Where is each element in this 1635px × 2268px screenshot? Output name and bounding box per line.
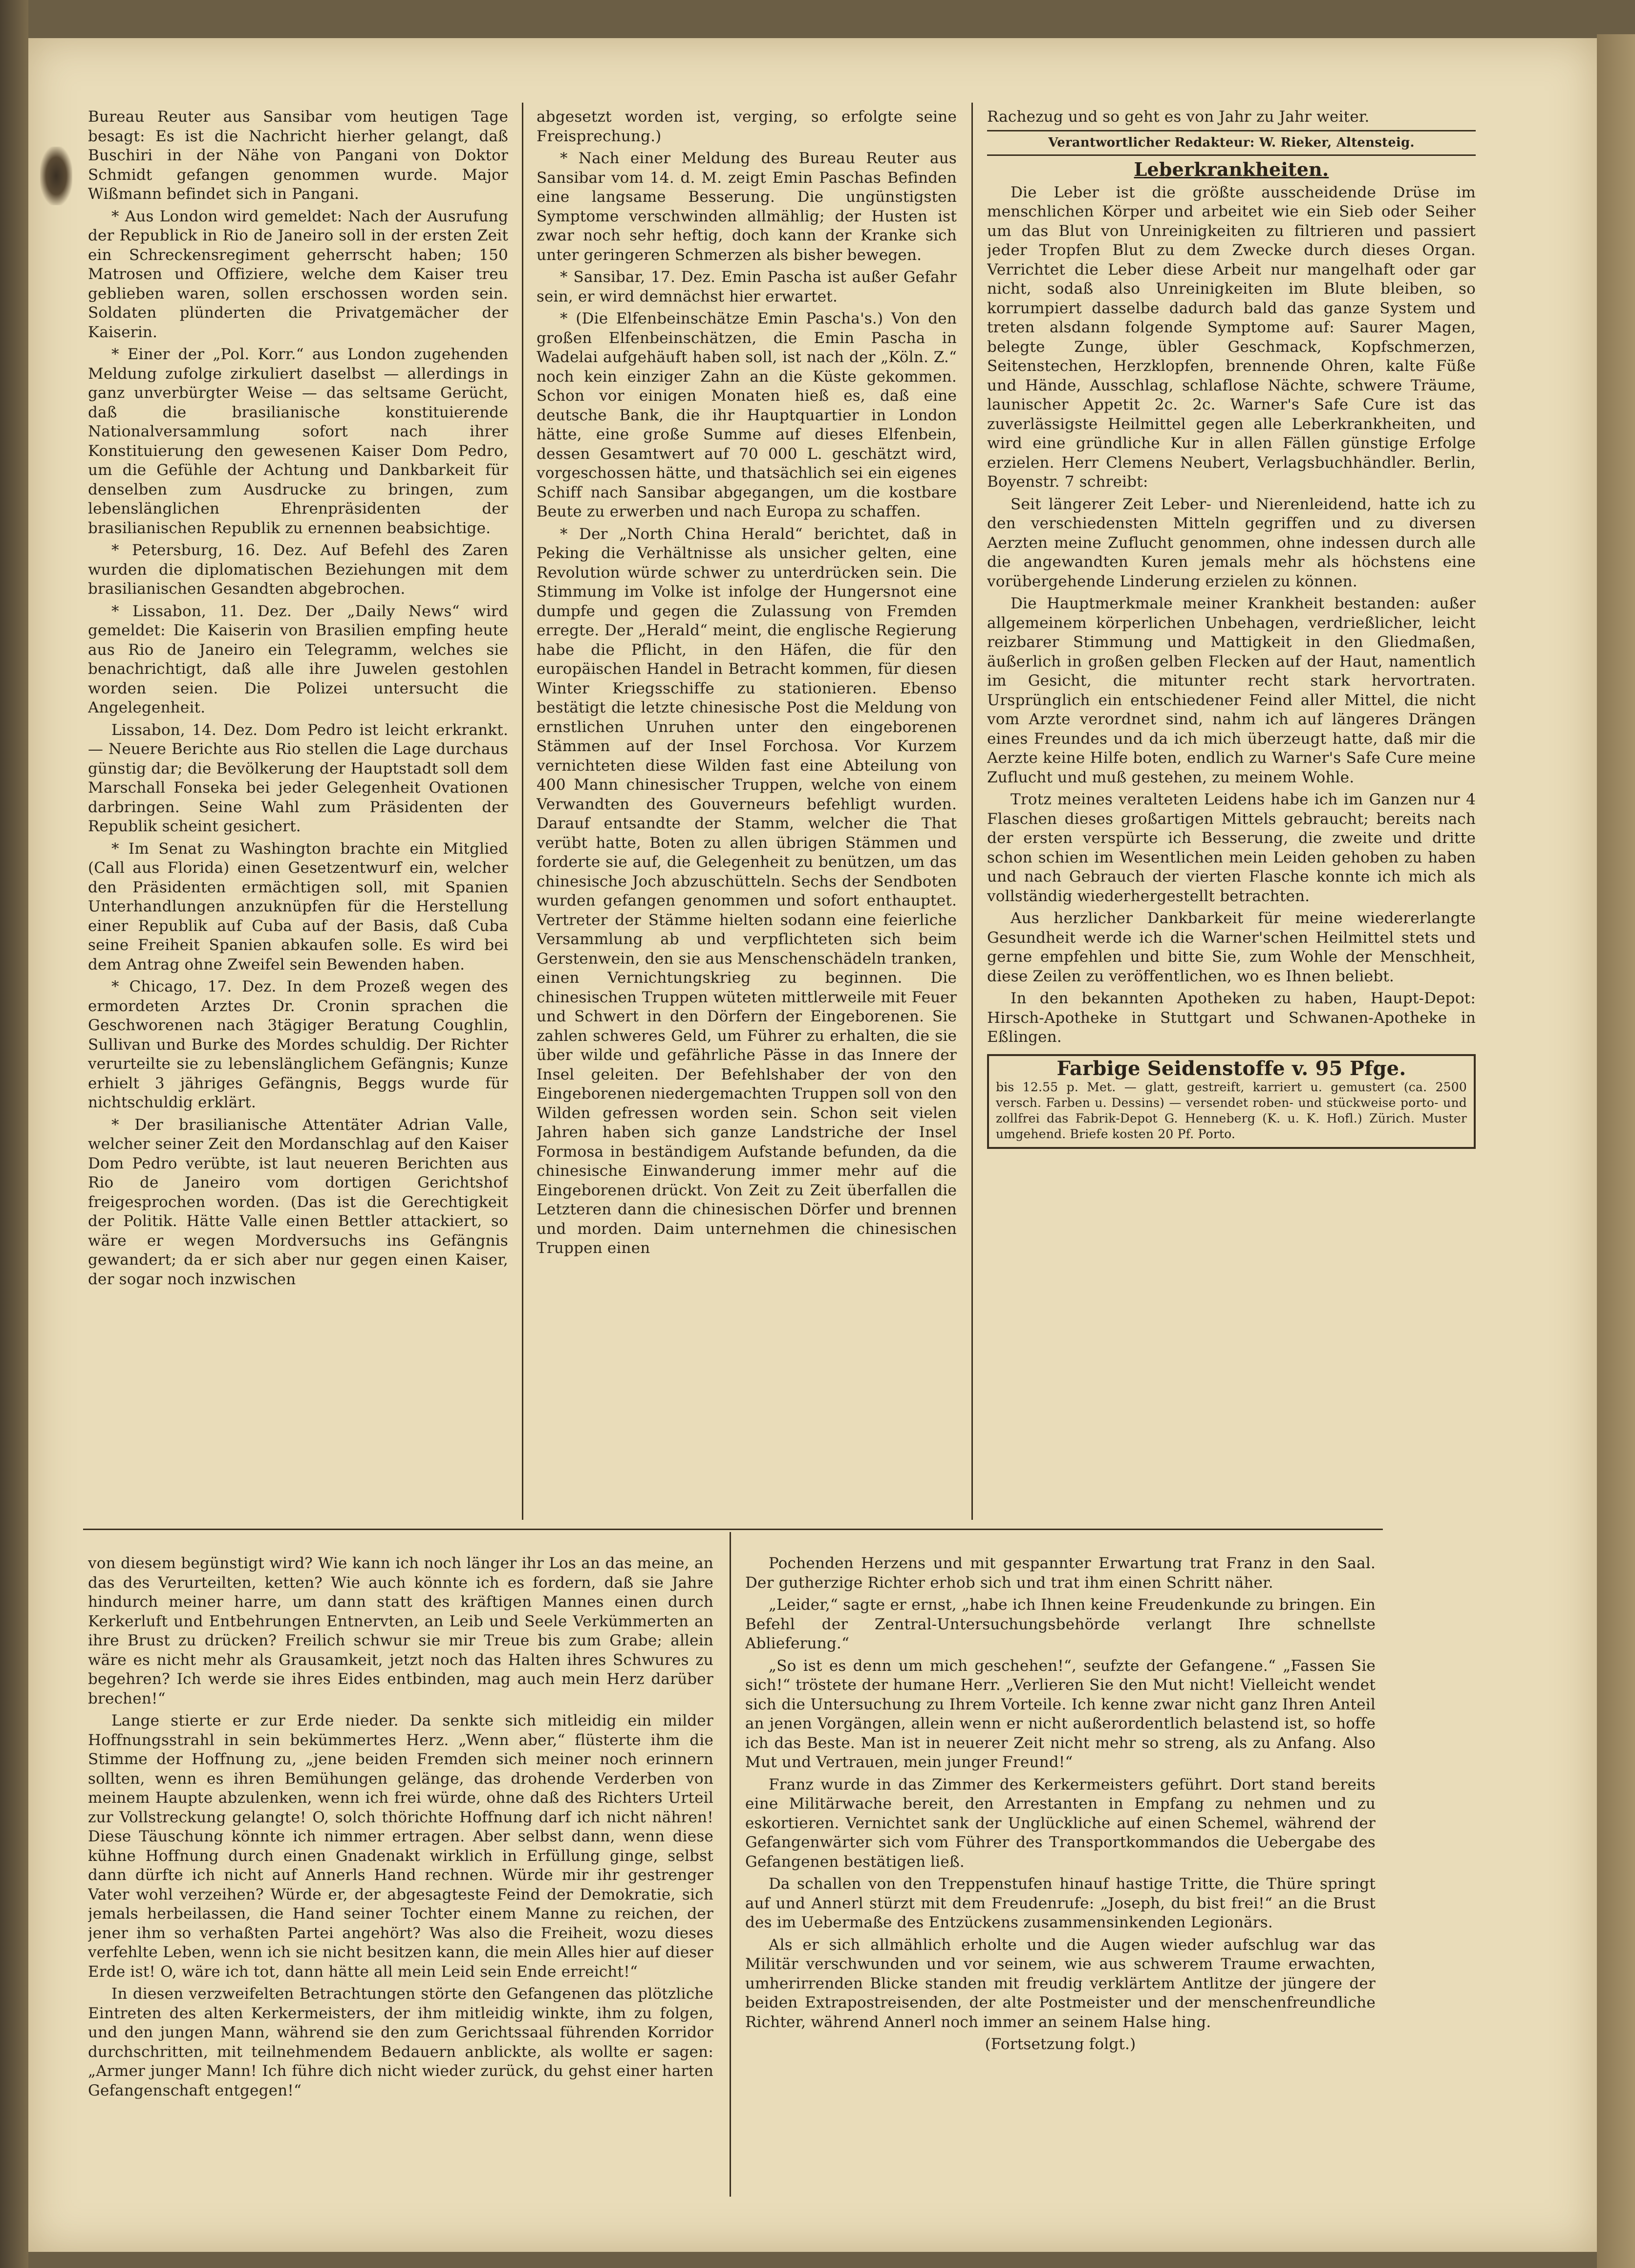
story-paragraph: Lange stierte er zur Erde nieder. Da senkte sich mitleidig ein milder Hoffnungsstrahl in sein bekümmertes Herz. „Wenn aber,“ flüsterte ihm die Stimme der Hoffnung zu, „jene beiden Fremden sich meiner noch erinnern sollten, wenn es ihren Bemühungen gelänge, das drohende Verderben von meinem Haupte abzulenken, wenn ich frei würde, ohne daß des Richters Urteil zur Vollstreckung gelangte! O, solch thörichte Hoffnung darf ich nicht nähren! Diese Täuschung könnte ich nimmer ertragen. Aber selbst dann, wenn diese kühne Hoffnung durch einen Gnadenakt wirklich in Erfüllung ginge, selbst dann dürfte ich nicht auf Annerls Hand rechnen. Würde mir ihr gestrenger Vater wohl verzeihen? Würde er, der abgesagteste Feind der Demokratie, sich jemals herbeilassen, die Hand seiner Tochter einem Manne zu reichen, der jener ihm so verhaßten Partei angehört? Was also die Freiheit, wozu dieses verfehlte Leben, wenn ich sie nicht besitzen kann, die mein Alles hier auf dieser Erde ist! O, wäre ich tot, dann hätte all mein Leid sein Ende erreicht!“ xyxy=(88,1712,713,1981)
ad-title: Farbige Seidenstoffe v. 95 Pfge. xyxy=(1056,1057,1406,1080)
ad-text: bis 12.55 p. Met. — glatt, gestreift, karriert u. gemustert (ca. 2500 versch. Farben u. Dessins) — versendet roben- und stückweise porto- und zollfrei das Fabrik-Depot G. Henneberg (K. u. K. Hofl.) Zürich. Muster umgehend. Briefe kosten 20 Pf. Porto. xyxy=(996,1080,1467,1141)
article-paragraph: Trotz meines veralteten Leidens habe ich im Ganzen nur 4 Flaschen dieses großartigen Mittels gebraucht; bereits nach der ersten verspürte ich Besserung, die zweite und dritte schon schien im Wesentlichen mein Leiden gehoben zu haben und nach Gebrauch der vierten Flasche konnte ich mich als vollständig wiederhergestellt betrachten. xyxy=(987,791,1476,905)
story-paragraph: Als er sich allmählich erholte und die Augen wieder aufschlug war das Militär verschwunden und vor seinem, wie aus schwerem Traume erwachten, umherirrenden Blicke standen mit freudig verklärtem Antlitze der jüngere der beiden Extrapostreisenden, der alte Postmeister und der menschenfreundliche Richter, während Annerl noch immer an seinem Halse hing. xyxy=(745,1936,1376,2031)
story-paragraph: Da schallen von den Treppenstufen hinauf hastige Tritte, die Thüre springt auf und Annerl stürzt mit dem Freudenrufe: „Joseph, du bist frei!“ an die Brust des im Uebermaße des Entzückens zusammensinkenden Legionärs. xyxy=(745,1875,1376,1931)
news-paragraph: * Lissabon, 11. Dez. Der „Daily News“ wird gemeldet: Die Kaiserin von Brasilien empfing heute aus Rio de Janeiro ein Telegramm, welches sie benachrichtigt, daß alle ihre Juwelen gestohlen worden seien. Die Polizei untersucht die Angelegenheit. xyxy=(88,602,508,716)
news-paragraph: Bureau Reuter aus Sansibar vom heutigen Tage besagt: Es ist die Nachricht hierher gelangt, daß Buschiri in der Nähe von Pangani von Doktor Schmidt gefangen genommen wurde. Major Wißmann befindet sich in Pangani. xyxy=(88,108,508,203)
article-paragraph: Die Hauptmerkmale meiner Krankheit bestanden: außer allgemeinem körperlichen Unbehagen, verdrießlicher, leicht reizbarer Stimmung und Mattigkeit in den Gliedmaßen, äußerlich in großen gelben Flecken auf der Haut, namentlich im Gesicht, die mitunter recht stark hervortraten. Ursprünglich ein entschiedener Feind aller Mittel, die nicht vom Arzte verordnet sind, nahm ich auf längeres Drängen eines Freundes und da ich mich überzeugt hatte, daß mir die Aerzte keine Hilfe boten, endlich zu Warner's Safe Cure meine Zuflucht und muß gestehen, zu meinem Wohle. xyxy=(987,595,1476,786)
news-paragraph: * (Die Elfenbeinschätze Emin Pascha's.) Von den großen Elfenbeinschätzen, die Emin Pascha in Wadelai aufgehäuft haben soll, ist nach der „Köln. Z.“ noch kein einziger Zahn an die Küste gekommen. Schon vor einigen Monaten hieß es, daß eine deutsche Bank, die ihr Hauptquartier in London hätte, eine große Summe auf dieses Elfenbein, dessen Gesamtwert auf 70 000 L. geschätzt wird, vorgeschossen hätte, und thatsächlich sei ein eigenes Schiff nach Sansibar abgegangen, um die kostbare Beute zu erwerben und nach Europa zu schaffen. xyxy=(537,310,957,520)
column-rule-1 xyxy=(522,103,523,1520)
news-paragraph: * Chicago, 17. Dez. In dem Prozeß wegen des ermordeten Arztes Dr. Cronin sprachen die Geschworenen nach 3tägiger Beratung Coughlin, Sullivan und Burke des Mordes schuldig. Der Richter verurteilte sie zu lebenslänglichem Gefängnis; Kunze erhielt 3 jähriges Gefängnis, Beggs wurde für nichtschuldig erklärt. xyxy=(88,978,508,1111)
article-paragraph: Aus herzlicher Dankbarkeit für meine wiedererlangte Gesundheit werde ich die Warner'schen Heilmittel stets und gerne empfehlen und bitte Sie, zum Wohle der Menschheit, diese Zeilen zu veröffentlichen, wo es Ihnen beliebt. xyxy=(987,909,1476,985)
story-paragraph: Pochenden Herzens und mit gespannter Erwartung trat Franz in den Saal. Der gutherzige Richter erhob sich und trat ihm einen Schritt näher. xyxy=(745,1555,1376,1592)
story-paragraph: „So ist es denn um mich geschehen!“, seufzte der Gefangene.“ „Fassen Sie sich!“ tröstete der humane Herr. „Verlieren Sie den Mut nicht! Vielleicht wendet sich die Untersuchung zu Ihrem Vorteile. Ich kenne zwar nicht ganz Ihren Anteil an jenen Vorgängen, allein wenn er nicht außerordentlich belastend ist, so hoffe ich das Beste. Man ist in neuerer Zeit nicht mehr so streng, als zu Anfang. Also Mut und Vertrauen, mein junger Freund!“ xyxy=(745,1657,1376,1771)
news-paragraph: * Aus London wird gemeldet: Nach der Ausrufung der Republick in Rio de Janeiro soll in der ersten Zeit ein Schreckensregiment geherrscht haben; 150 Matrosen und Offiziere, welche dem Kaiser treu geblieben waren, sollen erschossen worden sein. Soldaten plünderten die Privatgemächer der Kaiserin. xyxy=(88,207,508,341)
article-heading: Leberkrankheiten. xyxy=(1134,158,1329,180)
news-paragraph: abgesetzt worden ist, verging, so erfolgte seine Freisprechung.) xyxy=(537,108,957,145)
story-paragraph: Franz wurde in das Zimmer des Kerkermeisters geführt. Dort stand bereits eine Militärwache bereit, den Arrestanten in Empfang zu nehmen und zu eskortieren. Vernichtet sank der Unglückliche auf einen Schemel, während der Gefangenwärter sich vom Führer des Transportkommandos die Uebergabe des Gefangenen bestätigen ließ. xyxy=(745,1775,1376,1871)
news-paragraph: Lissabon, 14. Dez. Dom Pedro ist leicht erkrankt. — Neuere Berichte aus Rio stellen die Lage durchaus günstig dar; die Bevölkerung der Hauptstadt soll dem Marschall Fonseka bei jeder Gelegenheit Ovationen darbringen. Seine Wahl zum Präsidenten der Republik scheint gesichert. xyxy=(88,721,508,835)
page-edge xyxy=(1597,34,1635,2268)
news-column-2 xyxy=(537,108,957,1517)
story-paragraph: In diesen verzweifelten Betrachtungen störte den Gefangenen das plötzliche Eintreten des alten Kerkermeisters, der ihm mitleidig winkte, ihm zu folgen, und den jungen Mann, während sie den zum Gerichtssaal führenden Korridor durchschritten, mit teilnehmendem Bedauern anblickte, als wollte er sagen: „Armer junger Mann! Ich führe dich nicht wieder zurück, du gehst einer harten Gefangenschaft entgegen!“ xyxy=(88,1985,713,2099)
story-column-left xyxy=(88,1554,713,2209)
article-paragraph: Die Leber ist die größte ausscheidende Drüse im menschlichen Körper und arbeitet wie ein Sieb oder Seiher um das Blut von Unreinigkeiten zu filtrieren und passiert jeder Tropfen Blut zu dem Zwecke durch dieses Organ. Verrichtet die Leber diese Arbeit nur mangelhaft oder gar nicht, sodaß also Unreinigkeiten im Blute bleiben, so korrumpiert dasselbe dadurch bald das ganze System und treten alsdann folgende Symptome auf: Saurer Magen, belegte Zunge, übler Geschmack, Kopfschmerzen, Seitenstechen, Herzklopfen, brennende Ohren, kalte Füße und Hände, Ausschlag, schlaflose Nächte, schwere Träume, launischer Appetit 2c. 2c. Warner's Safe Cure ist das zuverlässigste Heilmittel gegen alle Leberkrankheiten, und wird eine gründliche Kur in allen Fällen günstige Erfolge erzielen. Herr Clemens Neubert, Verlagsbuchhändler. Berlin, Boyenstr. 7 schreibt: xyxy=(987,183,1476,491)
news-column-1 xyxy=(88,108,508,1517)
news-paragraph: * Im Senat zu Washington brachte ein Mitglied (Call aus Florida) einen Gesetzentwurf ein, welcher den Präsidenten ermächtigen soll, mit Spanien Unterhandlungen anzuknüpfen für die Herstellung einer Republik auf Cuba auf der Basis, daß Cuba seine Freiheit Spanien abkaufen solle. Es wird bei dem Antrag ohne Zweifel sein Bewenden haben. xyxy=(88,840,508,973)
news-column-3 xyxy=(987,108,1476,1517)
article-paragraph: In den bekannten Apotheken zu haben, Haupt-Depot: Hirsch-Apotheke in Stuttgart und Schwanen-Apotheke in Eßlingen. xyxy=(987,990,1476,1046)
news-paragraph: * Nach einer Meldung des Bureau Reuter aus Sansibar vom 14. d. M. zeigt Emin Paschas Befinden eine langsame Besserung. Die ungünstigsten Symptome verschwinden allmählig; der Husten ist zwar noch sehr heftig, doch kann der Kranke sich unter geringeren Schmerzen als bisher bewegen. xyxy=(537,150,957,264)
article-paragraph: Seit längerer Zeit Leber- und Nierenleidend, hatte ich zu den verschiedensten Mitteln gegriffen und zu diversen Aerzten meine Zuflucht genommen, ohne indessen durch alle die angewandten Kuren jemals mehr als höchstens eine vorübergehende Linderung erzielen zu können. xyxy=(987,495,1476,590)
news-paragraph: * Petersburg, 16. Dez. Auf Befehl des Zaren wurden die diplomatischen Beziehungen mit dem brasilianischen Gesandten abgebrochen. xyxy=(88,541,508,598)
news-paragraph: * Sansibar, 17. Dez. Emin Pascha ist außer Gefahr sein, er wird demnächst hier erwartet. xyxy=(537,268,957,305)
book-binding xyxy=(0,0,28,2268)
story-column-right xyxy=(745,1554,1376,2209)
news-paragraph: * Der brasilianische Attentäter Adrian Valle, welcher seiner Zeit den Mordanschlag auf den Kaiser Dom Pedro verübte, ist laut neueren Berichten aus Rio de Janeiro vom dortigen Gerichtshof freigesprochen worden. (Das ist die Gerechtigkeit der Politik. Hätte Valle einen Bettler attackiert, so wäre er wegen Mordversuchs ins Gefängnis gewandert; da er sich aber nur gegen einen Kaiser, der sogar noch inzwischen xyxy=(88,1116,508,1288)
news-paragraph: Rachezug und so geht es von Jahr zu Jahr weiter. xyxy=(987,108,1370,126)
story-paragraph: „Leider,“ sagte er ernst, „habe ich Ihnen keine Freudenkunde zu bringen. Ein Befehl der Zentral-Untersuchungsbehörde verlangt Ihre schnellste Ablieferung.“ xyxy=(745,1596,1376,1652)
silk-advertisement xyxy=(987,1054,1476,1149)
news-paragraph: * Der „North China Herald“ berichtet, daß in Peking die Verhältnisse als unsicher gelten, eine Revolution würde schwer zu unterdrücken sein. Die Stimmung im Volke ist infolge der Hungersnot eine dumpfe und gegen die Zulassung von Fremden erregte. Der „Herald“ meint, die englische Regierung habe die Pflicht, in den Häfen, die für den europäischen Handel in Betracht kommen, für diesen Winter Kriegsschiffe zu stationieren. Ebenso bestätigt die letzte chinesische Post die Meldung von ernstlichen Unruhen unter den eingeborenen Stämmen auf der Insel Forchosa. Vor Kurzem vernichteten diese Wilden fast eine Abteilung von 400 Mann chinesischer Truppen, welche von einem Verwandten des Gouverneurs befehligt wurden. Darauf entsandte der Stamm, welcher die That verübt hatte, Boten zu allen übrigen Stämmen und forderte sie auf, die Gelegenheit zu benützen, um das chinesische Joch abzuschütteln. Sechs der Sendboten wurden gefangen genommen und sofort enthauptet. Vertreter der Stämme hielten sodann eine feierliche Versammlung ab und verpflichteten sich beim Gerstenwein, den sie aus Menschenschädeln tranken, einen Vernichtungskrieg zu beginnen. Die chinesischen Truppen wüteten mittlerweile mit Feuer und Schwert in den Dörfern der Eingeborenen. Sie zahlen schweres Geld, um Führer zu erhalten, die sie über wilde und gefährliche Pässe in das Innere der Insel geleiten. Der Befehlshaber der von den Eingeborenen niedergemachten Truppen soll von den Wilden gefressen worden sein. Schon seit vielen Jahren haben sich ganze Landstriche der Insel Formosa in beständigem Aufstande befunden, da die chinesische Einwanderung immer mehr auf die Eingeborenen drückt. Von Zeit zu Zeit überfallen die Letzteren dann die chinesischen Dörfer und brennen und morden. Daim unternehmen die chinesischen Truppen einen xyxy=(537,525,957,1257)
editor-line: Verantwortlicher Redakteur: W. Rieker, Altensteig. xyxy=(987,130,1476,156)
section-rule xyxy=(83,1529,1383,1530)
column-rule-2 xyxy=(971,103,973,1520)
continued-note: (Fortsetzung folgt.) xyxy=(985,2035,1136,2053)
ink-stain xyxy=(40,147,72,205)
news-paragraph: * Einer der „Pol. Korr.“ aus London zugehenden Meldung zufolge zirkuliert daselbst — allerdings in ganz unverbürgter Weise — das seltsame Gerücht, daß die brasilianische konstituierende Nationalversammlung sofort nach ihrer Konstituierung den gewesenen Kaiser Dom Pedro, um die Gefühle der Achtung und Dankbarkeit für denselben zum Ausdrucke zu bringen, zum lebenslänglichen Ehrenpräsidenten der brasilianischen Republik zu ernennen beabsichtige. xyxy=(88,346,508,537)
story-rule xyxy=(730,1532,731,2197)
story-paragraph: von diesem begünstigt wird? Wie kann ich noch länger ihr Los an das meine, an das des Verurteilten, ketten? Wie auch könnte ich es fordern, daß sie Jahre hindurch meiner harre, um dann statt des kräftigen Mannes einen durch Kerkerluft und Entbehrungen Entnervten, an Leib und Seele Verkümmerten an ihre Brust zu drücken? Freilich schwur sie mir Treue bis zum Grabe; allein wäre es nicht mehr als Grausamkeit, jetzt noch das Halten ihres Schwures zu begehren? Ich werde sie ihres Eides entbinden, mag auch mein Herz darüber brechen!“ xyxy=(88,1555,713,1707)
